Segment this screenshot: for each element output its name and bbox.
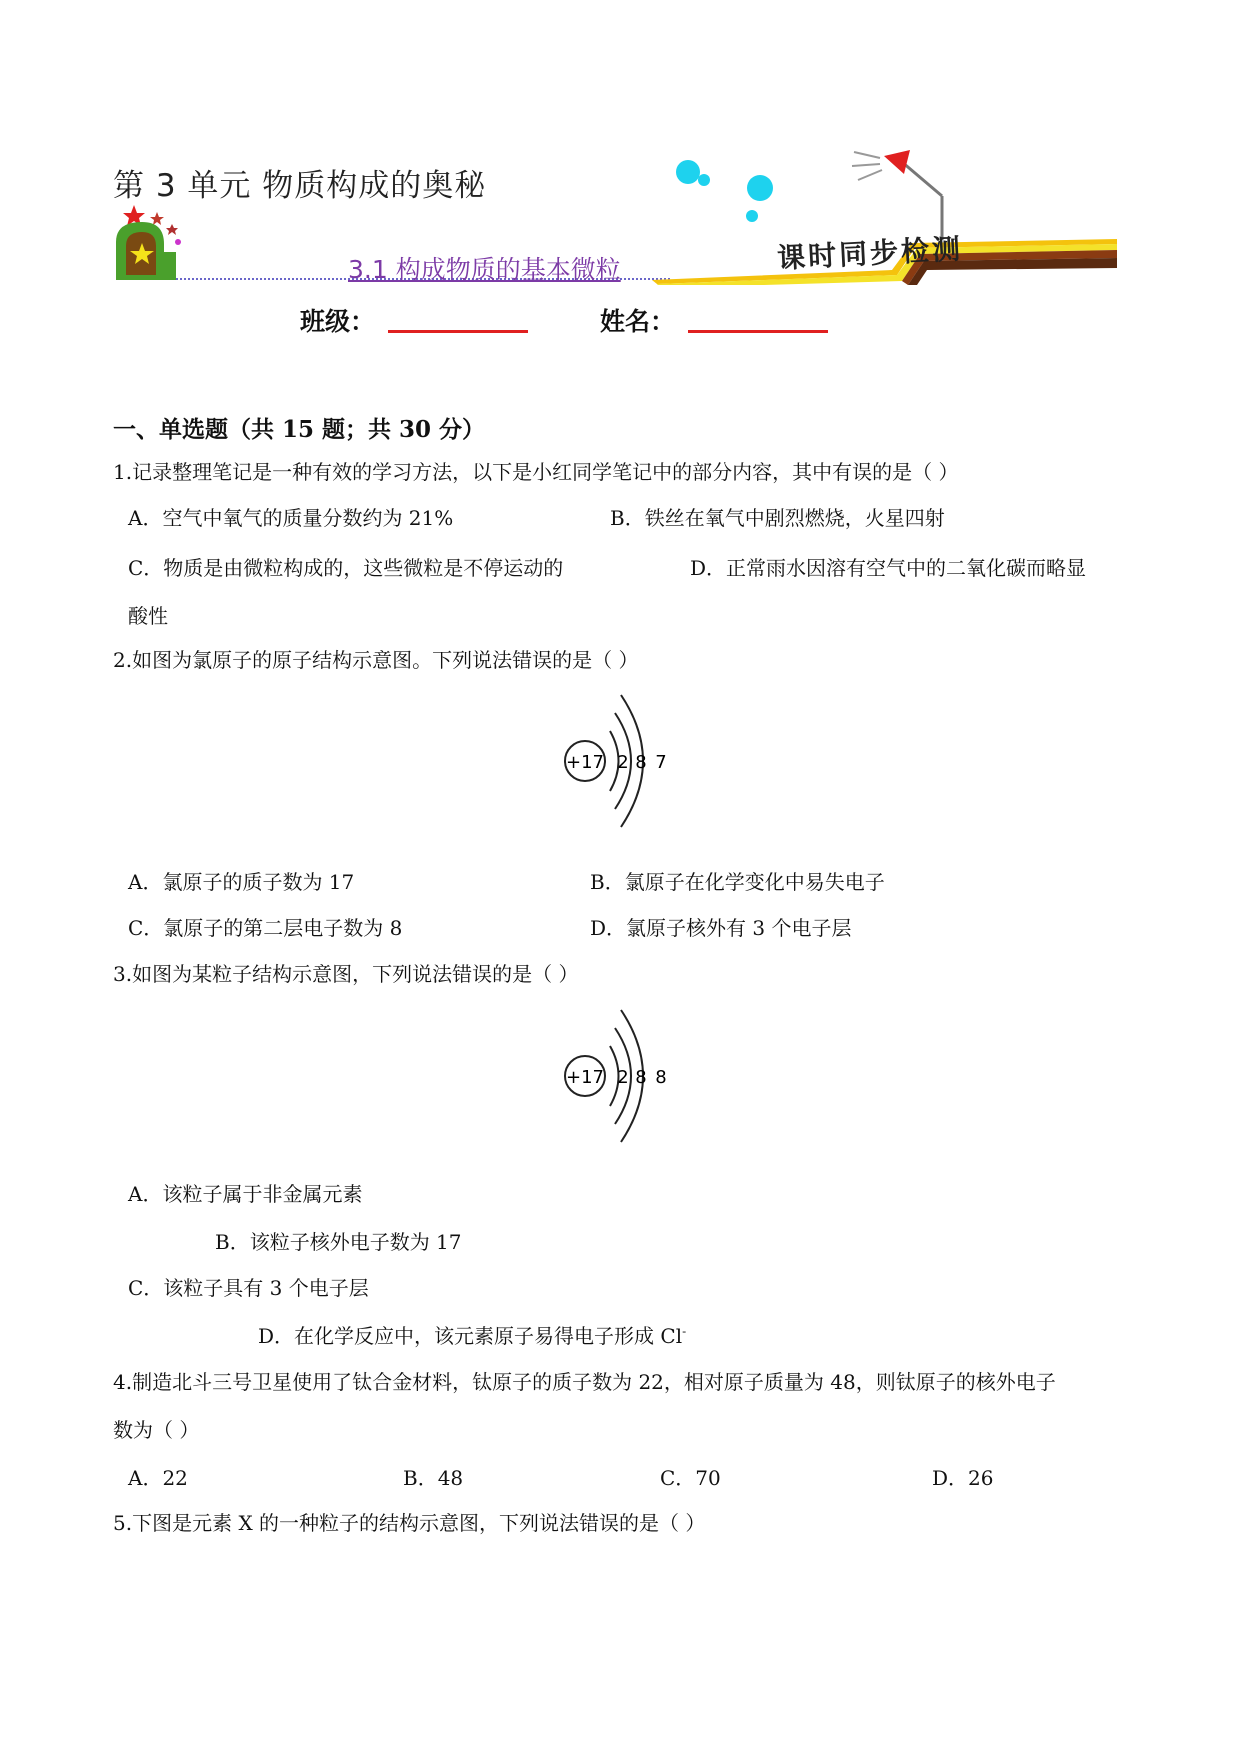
section-heading: 一、单选题（共 15 题；共 30 分） — [113, 416, 486, 443]
question-4-stem-line1: 4.制造北斗三号卫星使用了钛合金材料，钛原子的质子数为 22，相对原子质量为 48，则钛原子的核外电子 — [113, 1370, 1056, 1394]
shell-3-count: 7 — [655, 752, 667, 773]
question-2-stem: 2.如图为氯原子的原子结构示意图。下列说法错误的是（ ） — [113, 648, 639, 672]
bubble-icon — [747, 175, 773, 201]
question-1-option-d-cont: 酸性 — [128, 604, 168, 628]
question-4-option-b[interactable]: B．48 — [403, 1466, 464, 1490]
shell-1-count: 2 — [617, 752, 629, 773]
question-2-option-d[interactable]: D．氯原子核外有 3 个电子层 — [590, 916, 852, 940]
nucleus-charge: +17 — [566, 752, 604, 773]
question-3-option-d-text: D．在化学反应中，该元素原子易得电子形成 Cl — [258, 1324, 683, 1348]
red-star-icon — [166, 224, 178, 235]
class-input-line[interactable] — [388, 330, 528, 333]
question-4-option-c[interactable]: C．70 — [660, 1466, 721, 1490]
nucleus-charge: +17 — [566, 1067, 604, 1088]
question-5-stem: 5.下图是元素 X 的一种粒子的结构示意图，下列说法错误的是（ ） — [113, 1511, 706, 1535]
question-4-option-d[interactable]: D．26 — [932, 1466, 994, 1490]
shell-3-count: 8 — [655, 1067, 667, 1088]
question-1-option-b[interactable]: B．铁丝在氧气中剧烈燃烧，火星四射 — [610, 506, 945, 530]
question-3-option-d[interactable] — [258, 1320, 686, 1349]
question-1-option-d[interactable]: D．正常雨水因溶有空气中的二氧化碳而略显 — [690, 556, 1087, 580]
question-2-option-c[interactable]: C．氯原子的第二层电子数为 8 — [128, 916, 403, 940]
shell-2-count: 8 — [635, 1067, 647, 1088]
unit-title: 第 3 单元 物质构成的奥秘 — [113, 168, 487, 204]
class-label: 班级： — [300, 307, 376, 336]
question-3-option-b[interactable]: B．该粒子核外电子数为 17 — [215, 1230, 462, 1254]
question-2-option-b[interactable]: B．氯原子在化学变化中易失电子 — [590, 870, 885, 894]
question-4-option-a[interactable]: A．22 — [128, 1466, 188, 1490]
question-3-option-c[interactable]: C．该粒子具有 3 个电子层 — [128, 1276, 369, 1300]
badge-title: 课时同步检测 — [776, 232, 964, 275]
atom-diagram-q2 — [555, 685, 675, 835]
name-input-line[interactable] — [688, 330, 828, 333]
question-1-option-a[interactable]: A．空气中氧气的质量分数约为 21% — [128, 506, 454, 530]
shell-1-count: 2 — [617, 1067, 629, 1088]
bubble-icon — [676, 160, 700, 184]
question-4-stem-line2: 数为（ ） — [113, 1418, 200, 1442]
lesson-title: 3.1 构成物质的基本微粒 — [348, 255, 621, 284]
question-1-stem: 1.记录整理笔记是一种有效的学习方法，以下是小红同学笔记中的部分内容，其中有误的是（ ） — [113, 460, 959, 484]
red-star-icon — [150, 212, 164, 225]
ion-charge-superscript: - — [682, 1324, 687, 1339]
question-3-stem: 3.如图为某粒子结构示意图，下列说法错误的是（ ） — [113, 962, 579, 986]
name-label: 姓名： — [600, 307, 676, 336]
atom-diagram-q3 — [555, 1000, 675, 1150]
lamp-icon — [884, 150, 910, 174]
question-3-option-a[interactable]: A．该粒子属于非金属元素 — [128, 1182, 363, 1206]
question-1-option-c[interactable]: C．物质是由微粒构成的，这些微粒是不停运动的 — [128, 556, 564, 580]
shell-2-count: 8 — [635, 752, 647, 773]
question-2-option-a[interactable]: A．氯原子的质子数为 17 — [128, 870, 355, 894]
